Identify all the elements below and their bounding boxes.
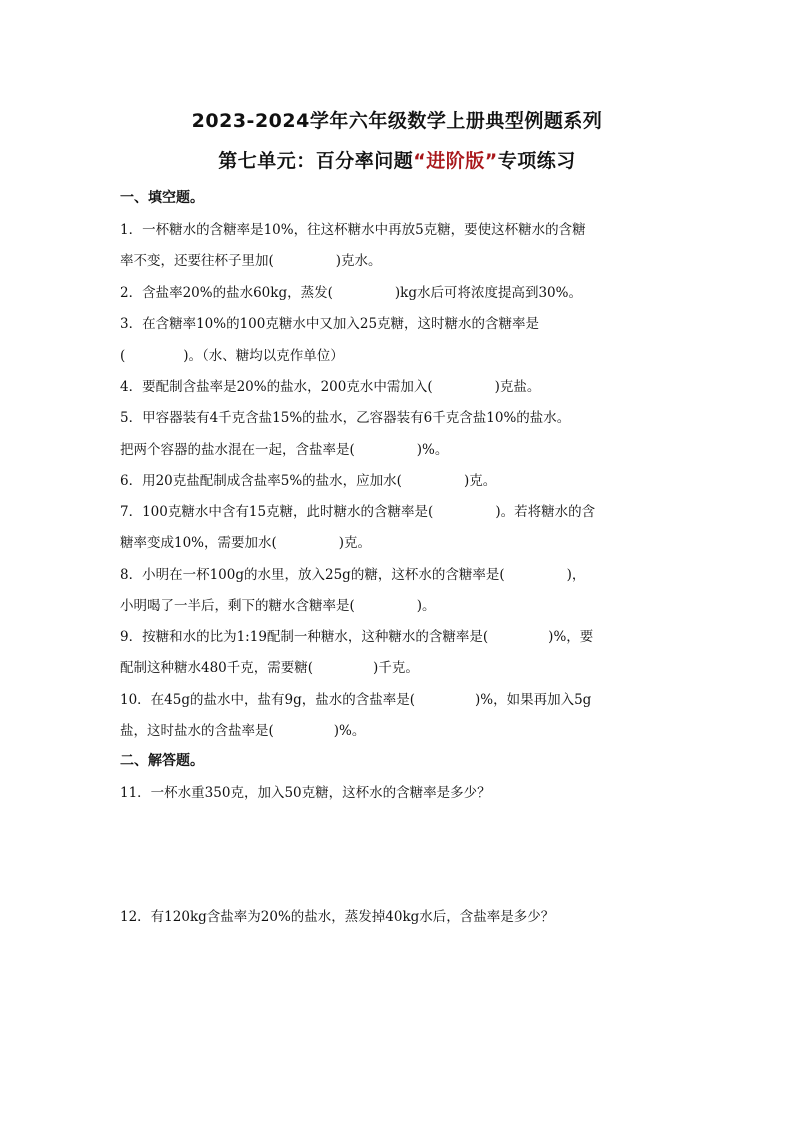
question-10-line-2 bbox=[120, 719, 365, 739]
question-7-text-a: 7．100克糖水中含有15克糖，此时糖水的含糖率是( bbox=[120, 504, 434, 520]
question-8-text-c: 小明喝了一半后，剩下的糖水含糖率是( bbox=[120, 598, 355, 614]
question-9-text-d: )千克。 bbox=[373, 660, 419, 676]
question-9-line-1 bbox=[120, 625, 593, 645]
question-10-text-b: )%，如果再加入5g bbox=[475, 692, 592, 708]
question-11: 11．一杯水重350克，加入50克糖，这杯水的含糖率是多少？ bbox=[120, 785, 491, 801]
question-7-text-d: )克。 bbox=[338, 535, 372, 551]
question-2-text-b: )kg水后可将浓度提高到30%。 bbox=[394, 285, 582, 301]
question-1-text-a: 率不变，还要往杯子里加( bbox=[120, 253, 274, 269]
question-2-line-1 bbox=[120, 281, 582, 301]
subtitle-suffix: 专项练习 bbox=[497, 150, 576, 172]
question-3-text-a: ( bbox=[120, 348, 126, 364]
question-4-text-a: 4．要配制含盐率是20%的盐水，200克水中需加入( bbox=[120, 379, 433, 395]
question-1-text-b: )克水。 bbox=[335, 253, 382, 269]
question-9-text-a: 9．按糖和水的比为1:19配制一种糖水，这种糖水的含糖率是( bbox=[120, 629, 489, 645]
question-8-line-2 bbox=[120, 594, 436, 614]
question-3-text-b: )。（水、糖均以克作单位） bbox=[183, 348, 344, 364]
question-12: 12．有120kg含盐率为20%的盐水，蒸发掉40kg水后，含盐率是多少？ bbox=[120, 909, 555, 925]
question-8-line-1 bbox=[120, 563, 585, 583]
subtitle-highlight: “进阶版” bbox=[413, 150, 498, 172]
question-1-line-2 bbox=[120, 249, 382, 269]
question-9-text-c: 配制这种糖水480千克，需要糖( bbox=[120, 660, 314, 676]
question-5-line-1: 5．甲容器装有4千克含盐15%的盐水，乙容器装有6千克含盐10%的盐水。 bbox=[120, 410, 571, 426]
question-6-text-b: )克。 bbox=[463, 473, 497, 489]
question-3-line-2 bbox=[120, 344, 344, 364]
question-4-text-b: )克盐。 bbox=[494, 379, 541, 395]
question-6-line-1 bbox=[120, 469, 496, 489]
question-8-text-a: 8．小明在一杯100g的水里，放入25g的糖，这杯水的含糖率是( bbox=[120, 567, 505, 583]
section-answer-heading: 二、解答题。 bbox=[120, 753, 204, 769]
question-10-text-d: )%。 bbox=[333, 723, 366, 739]
question-10-line-1 bbox=[120, 688, 591, 708]
page-title: 2023-2024学年六年级数学上册典型例题系列 bbox=[191, 110, 603, 132]
question-4-line-1 bbox=[120, 375, 540, 395]
section-fill-in-heading: 一、填空题。 bbox=[120, 190, 204, 206]
question-6-text-a: 6．用20克盐配制成含盐率5%的盐水，应加水( bbox=[120, 473, 402, 489]
question-1-line-1: 1．一杯糖水的含糖率是10%，往这杯糖水中再放5克糖，要使这杯糖水的含糖 bbox=[120, 222, 586, 238]
subtitle-prefix: 第七单元：百分率问题 bbox=[218, 150, 414, 172]
question-7-line-2 bbox=[120, 531, 371, 551]
question-9-text-b: )%，要 bbox=[548, 629, 594, 645]
question-3-line-1: 3．在含糖率10%的100克糖水中又加入25克糖，这时糖水的含糖率是 bbox=[120, 316, 540, 332]
question-7-text-b: )。若将糖水的含 bbox=[495, 504, 596, 520]
question-5-text-a: 把两个容器的盐水混在一起，含盐率是( bbox=[120, 442, 355, 458]
question-9-line-2 bbox=[120, 656, 419, 676]
question-5-line-2 bbox=[120, 438, 448, 458]
page-subtitle bbox=[0, 146, 794, 173]
question-7-line-1 bbox=[120, 500, 595, 520]
question-7-text-c: 糖率变成10%，需要加水( bbox=[120, 535, 277, 551]
question-2-text-a: 2．含盐率20%的盐水60kg，蒸发( bbox=[120, 285, 333, 301]
question-8-text-d: )。 bbox=[416, 598, 436, 614]
question-10-text-c: 盐，这时盐水的含盐率是( bbox=[120, 723, 274, 739]
question-10-text-a: 10．在45g的盐水中，盐有9g，盐水的含盐率是( bbox=[120, 692, 415, 708]
question-8-text-b: )， bbox=[566, 567, 586, 583]
question-5-text-b: )%。 bbox=[416, 442, 449, 458]
